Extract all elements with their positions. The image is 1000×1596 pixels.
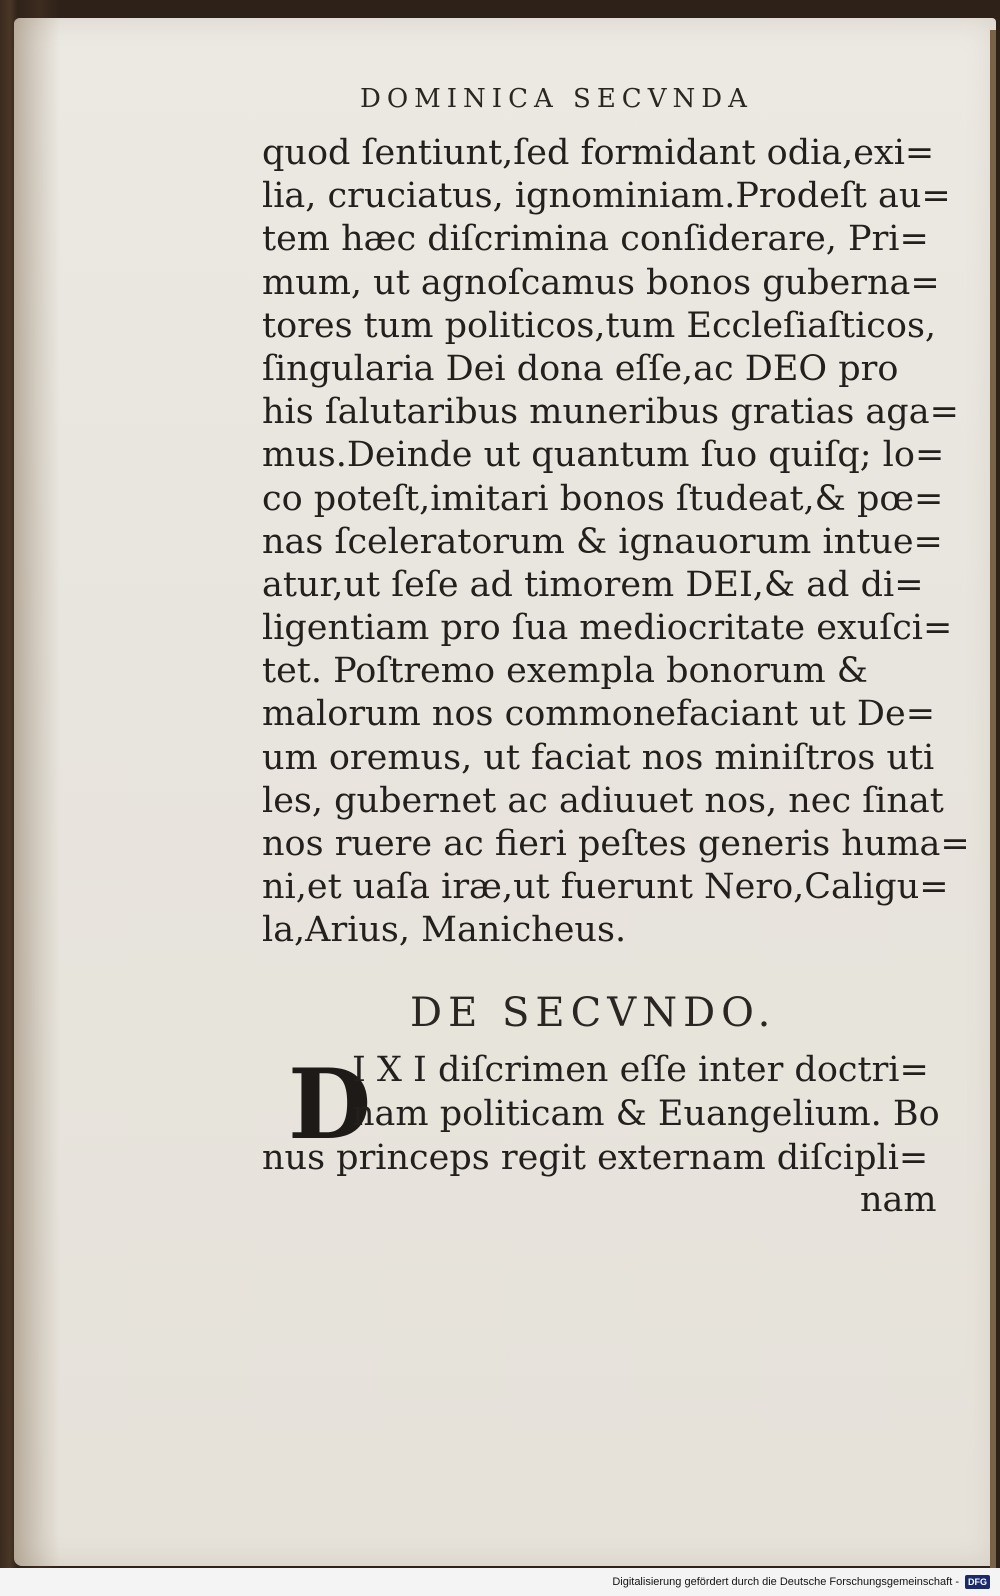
text-line: lia, cruciatus, ignominiam.Prodeſt au= <box>262 176 951 217</box>
text-line: nus princeps regit externam diſcipli= <box>262 1138 929 1178</box>
text-line: ni,et uaſa iræ,ut fuerunt Nero,Caligu= <box>262 867 949 908</box>
paragraph-line <box>352 1092 940 1136</box>
text-line: mus.Deinde ut quantum ſuo quiſq; lo= <box>262 435 945 476</box>
text-line: nam politicam & Euangelium. Bo <box>352 1094 940 1134</box>
funding-footer <box>608 1570 994 1594</box>
text-line: les, gubernet ac adiuuet nos, nec ſinat <box>262 780 944 821</box>
text-line: his ſalutaribus muneribus gratias aga= <box>262 392 959 433</box>
section-heading: DE SECVNDO. <box>410 990 777 1036</box>
text-line: la,Arius, Manicheus. <box>262 910 627 951</box>
text-line: malorum nos commonefaciant ut De= <box>262 694 936 735</box>
text-line: ligentiam pro ſua mediocritate exuſci= <box>262 608 953 649</box>
dfg-logo-icon: DFG <box>965 1575 990 1589</box>
paragraph-line <box>352 1048 929 1092</box>
text-line: tores tum politicos,tum Eccleſiaſticos, <box>262 305 937 346</box>
paragraph-line <box>262 1136 928 1180</box>
text-line: mum, ut agnoſcamus bonos guberna= <box>262 262 940 303</box>
text-line: atur,ut ſeſe ad timorem DEI,& ad di= <box>262 564 924 605</box>
running-head: DOMINICA SECVNDA <box>360 84 753 114</box>
text-line: nas ſceleratorum & ignauorum intue= <box>262 521 943 562</box>
page-edge <box>990 30 996 1586</box>
body-text <box>262 132 970 953</box>
text-line: um oremus, ut faciat nos miniſtros uti <box>262 737 935 778</box>
drop-capital: D <box>288 1048 372 1161</box>
funding-text: Digitalisierung gefördert durch die Deutsche Forschungsgemeinschaft - <box>612 1576 959 1588</box>
text-line: co poteſt,imitari bonos ſtudeat,& pœ= <box>262 478 944 519</box>
text-line: quod ſentiunt,ſed formidant odia,exi= <box>262 133 935 173</box>
text-line: tet. Poſtremo exempla bonorum & <box>262 651 868 692</box>
text-line: I X I diſcrimen eſſe inter doctri= <box>352 1050 929 1090</box>
text-line: ſingularia Dei dona eſſe,ac DEO pro <box>262 348 899 389</box>
text-line: tem hæc diſcrimina conſiderare, Pri= <box>262 219 929 260</box>
catchword: nam <box>860 1180 937 1220</box>
text-line: nos ruere ac fieri peſtes generis huma= <box>262 824 970 864</box>
